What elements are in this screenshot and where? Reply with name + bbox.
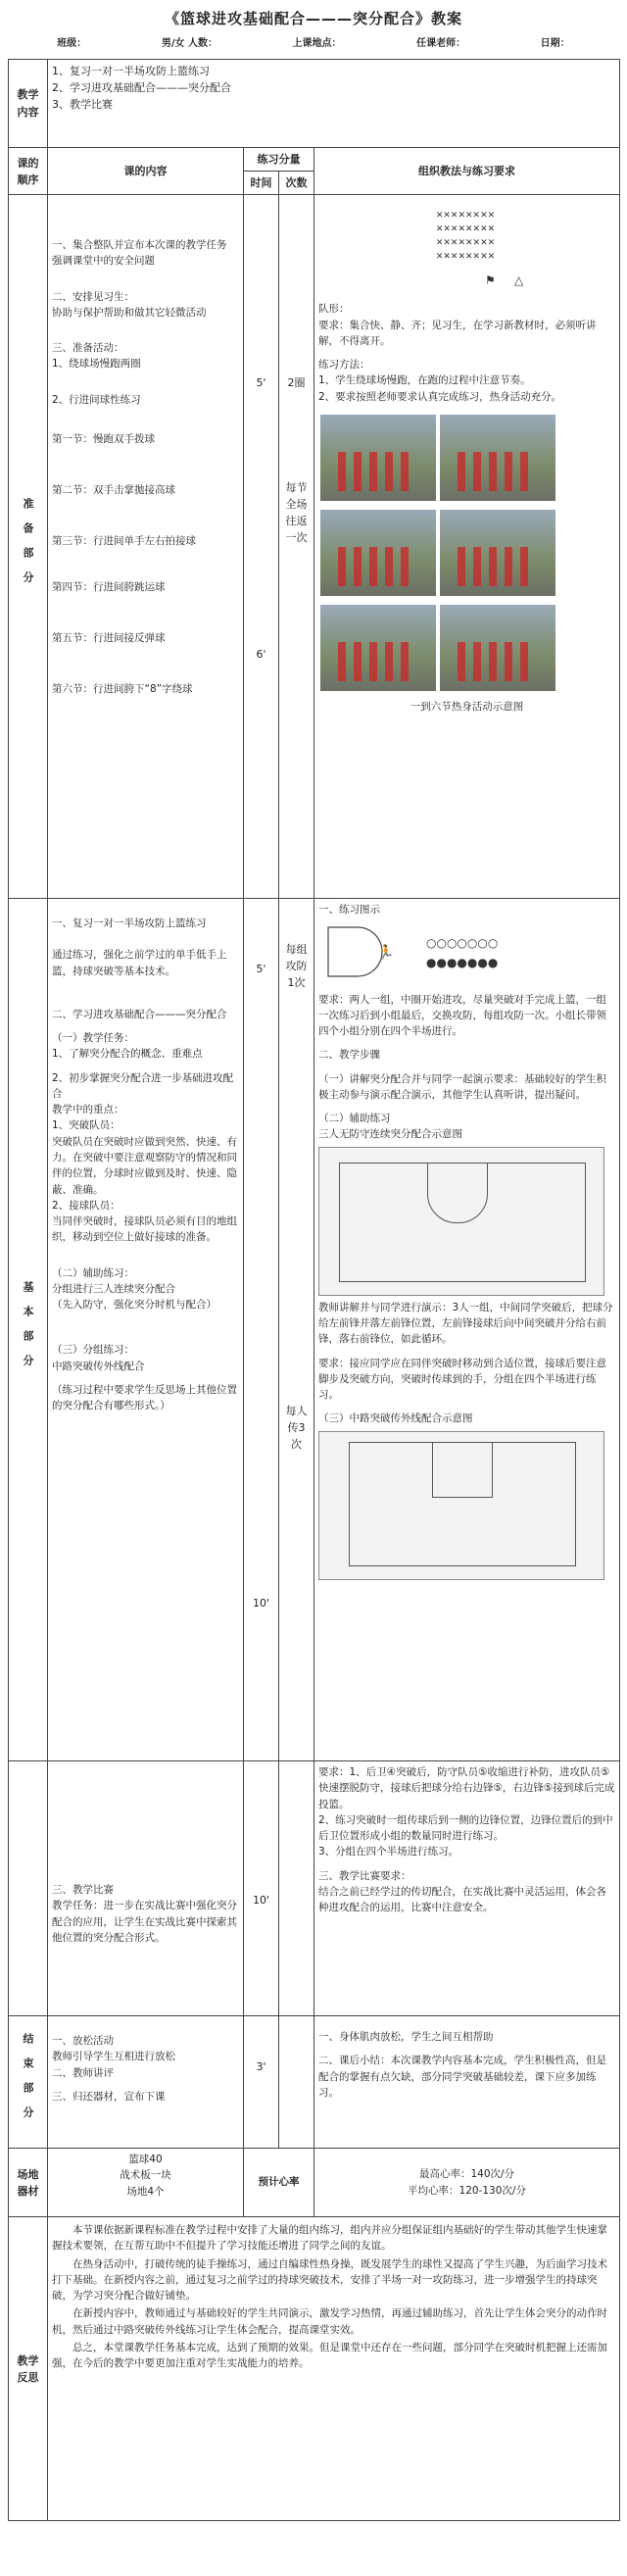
basic-item: 二、学习进攻基础配合———突分配合 — [52, 1008, 227, 1020]
basic-item: （三）分组练习： — [52, 1344, 134, 1357]
end-item: 二、教师讲评 — [52, 2066, 114, 2079]
header-content: 课的内容 — [48, 148, 244, 195]
reflection-text — [48, 2217, 620, 2521]
end-org — [314, 2016, 620, 2149]
end-time-value: 3' — [256, 2060, 266, 2074]
prep-item: 第一节：慢跑双手拨球 — [52, 432, 155, 445]
meta-location: 上课地点： — [292, 38, 342, 49]
warmup-photo — [320, 510, 436, 596]
end-label-cell — [9, 2016, 48, 2149]
three-player-drill-diagram — [318, 1147, 604, 1296]
header-org: 组织教法与练习要求 — [314, 148, 620, 195]
basic-item: 突破队员在突破时应做到突然、快速、有力。在突破中要注意观察防守的情况和同伴的位置，分球时应做到及时、快速、隐蔽、准确。 — [52, 1135, 237, 1196]
end-item: 三、归还器材，宣布下课 — [52, 2090, 166, 2103]
prep-item: 第四节：行进间胯跳运球 — [52, 580, 166, 593]
prep-item: 第二节：双手击掌拋接高球 — [52, 484, 175, 497]
basic-row — [9, 899, 620, 1761]
end-label: 结束部分 — [22, 2033, 35, 2132]
teacher-icon: ⚑ — [485, 273, 496, 288]
header-dose: 练习分量 — [244, 148, 314, 172]
basic-item: 中路突破传外线配合 — [52, 1360, 145, 1372]
match-time-value: 10' — [252, 1894, 270, 1907]
match-org-line: 要求：1、后卫④突破后，防守队员⑤收缩进行补防，进攻队员⑤快速摆脱防守，接球后把球分给右边锋⑤，右边锋⑤接到球后完成投篮。 — [318, 1766, 615, 1810]
player-row-icon: ○○○○○○○ — [426, 936, 499, 951]
warmup-photo — [440, 605, 555, 691]
header-row-1 — [9, 148, 620, 172]
header-order: 课的顺序 — [9, 148, 48, 195]
prep-count-2: 每节全场往返一次 — [285, 481, 308, 545]
avg-heart-rate: 平均心率：120-130次/分 — [408, 2184, 526, 2197]
max-heart-rate: 最高心率：140次/分 — [418, 2168, 515, 2181]
basic-item: 当同伴突破时，接球队员必须有目的地组织，移动到空位上做好接球的准备。 — [52, 1215, 237, 1244]
warmup-photo — [440, 415, 555, 501]
prep-time-2: 6' — [256, 648, 266, 662]
basic-item: 1、突破队员： — [52, 1119, 121, 1132]
end-org-line: 一、身体肌肉放松，学生之间互相帮助 — [318, 2031, 494, 2044]
formation-row-icon: ✕✕✕✕✕✕✕✕ — [435, 238, 496, 249]
basic-count-2: 每人传3次 — [285, 1405, 308, 1452]
content-items — [48, 60, 620, 148]
org-requirement: 要求：集合快、静、齐；见习生，在学习新教材时，必须听讲解，不得离开。 — [318, 319, 597, 347]
prep-label: 准备部分 — [22, 497, 35, 596]
org-method-2: 2、要求按照老师要求认真完成练习，热身活动充分。 — [318, 390, 562, 403]
formation-row-icon: ✕✕✕✕✕✕✕✕ — [435, 224, 496, 235]
warmup-photo — [320, 415, 436, 501]
prep-item: 一、集合整队并宣布本次课的教学任务 — [52, 239, 227, 252]
formation-diagram — [318, 198, 612, 296]
prep-count — [279, 195, 314, 899]
basic-item: （一）教学任务： — [52, 1032, 134, 1045]
prep-item: 强调课堂中的安全问题 — [52, 255, 155, 268]
reflection-row — [9, 2217, 620, 2521]
warmup-photo — [320, 605, 436, 691]
basic-content — [48, 899, 244, 1761]
basic-time-1: 5' — [256, 963, 266, 976]
basic-time-2: 10' — [252, 1597, 270, 1610]
warmup-photo-grid — [318, 413, 615, 699]
basic-label: 基本部分 — [22, 1280, 35, 1379]
content-item: 1、复习一对一半场攻防上篮练习 — [52, 65, 210, 77]
basic-count — [279, 899, 314, 1761]
basic-item: 通过练习，强化之前学过的单手低手上篮，持球突破等基本技术。 — [52, 949, 227, 977]
court-key — [432, 1442, 493, 1498]
venue-label: 场地器材 — [9, 2149, 48, 2217]
heart-rate-label: 预计心率 — [244, 2149, 314, 2217]
basic-item: 2、初步掌握突分配合进一步基础进攻配合 — [52, 1071, 234, 1100]
meta-grade: 班级： — [57, 38, 87, 49]
header-count: 次数 — [279, 172, 314, 195]
basic-item: （先入防守，强化突分时机与配合） — [52, 1299, 217, 1312]
prep-time-1: 5' — [256, 376, 266, 390]
reflection-paragraph: 本节课依据新课程标准在教学过程中安排了大量的组内练习，组内并应分组保证组内基础好的学生带动其他学生快速掌握技术要领，在互帮互助中不但提升了学习技能还增进了同学之间的友谊。 — [52, 2224, 607, 2253]
match-time — [244, 1761, 279, 2016]
basic-item: （二）辅助练习： — [52, 1266, 134, 1279]
prep-count-1: 2圈 — [287, 376, 306, 390]
venue-item: 场地4个 — [126, 2185, 165, 2198]
end-time — [244, 2016, 279, 2149]
reflection-paragraph: 总之，本堂课教学任务基本完成，达到了预期的效果。但是课堂中还存在一些问题，部分同学在突破时机把握上还需加强，在今后的教学中要更加注重对学生实战能力的培养。 — [52, 2341, 607, 2370]
end-count — [279, 2016, 314, 2149]
content-item: 3、教学比赛 — [52, 98, 113, 112]
match-content — [48, 1761, 244, 2016]
prep-item: 三、准备活动： — [52, 342, 124, 355]
page-title: 《篮球进攻基础配合———突分配合》教案 — [164, 10, 462, 27]
basic-time — [244, 899, 279, 1761]
formation-row-icon: ✕✕✕✕✕✕✕✕ — [435, 252, 496, 263]
end-item: 教师引导学生互相进行放松 — [52, 2051, 175, 2063]
player-icon: 🏃 — [377, 945, 395, 962]
court-key — [427, 1163, 488, 1223]
org-method: 练习方法： — [318, 359, 370, 372]
prep-item: 1、绕球场慢跑两圈 — [52, 358, 141, 371]
match-org — [314, 1761, 620, 2016]
basic-item: 一、复习一对一半场攻防上篮练习 — [52, 917, 207, 930]
venue-row — [9, 2149, 620, 2217]
basic-org-line: 二、教学步骤 — [318, 1049, 380, 1062]
warmup-photo — [440, 510, 555, 596]
prep-row — [9, 195, 620, 899]
heart-rate-values — [314, 2149, 620, 2217]
prep-label-cell — [9, 195, 48, 899]
basic-org-line: 要求：两人一组，中圈开始进攻，尽量突破对手完成上篮，一组一次练习后到小组最后，交换攻防，每组攻防一次。小组长带领四个小组分别在四个半场进行。 — [318, 993, 606, 1038]
basic-org-line: （二）辅助练习 — [318, 1113, 391, 1125]
content-row — [9, 60, 620, 148]
basic-label-cell — [9, 899, 48, 1761]
lesson-table — [8, 59, 620, 2521]
reflection-paragraph: 在新授内容中，教师通过与基础较好的学生共同演示，激发学习热情，再通过辅助练习，首先让学生体会突分的动作时机，然后通过中路突破传外线练习让学生体会配合，提高课堂实效。 — [52, 2307, 607, 2336]
reflection-paragraph: 在热身活动中，打破传统的徒手操练习，通过自编球性热身操，既发展学生的球性又提高了学生兴趣，为后面学习技术打下基础。在新授内容之前，通过复习之前学过的持球突破技术，安排了半场一对一攻防练习，进一步增强学生的持球突破，为学习突分配合做好铺垫。 — [52, 2257, 607, 2303]
basic-org-line: （一）讲解突分配合并与同学一起演示要求：基础较好的学生积极主动参与演示配合演示，其他学生认真听讲，提出疑问。 — [318, 1072, 606, 1101]
venue-item: 篮球40 — [128, 2154, 163, 2166]
end-row — [9, 2016, 620, 2149]
prep-time — [244, 195, 279, 899]
reflection-label: 教学反思 — [9, 2217, 48, 2521]
prep-item: 2、行进间球性练习 — [52, 393, 141, 406]
venue-items — [48, 2149, 244, 2217]
triangle-icon: △ — [514, 273, 524, 288]
formation-row-icon: ✕✕✕✕✕✕✕✕ — [435, 211, 496, 222]
end-item: 一、放松活动 — [52, 2035, 114, 2048]
prep-item: 二、安排见习生： — [52, 290, 134, 303]
basic-org — [314, 899, 620, 1761]
match-item: 三、教学比赛 — [52, 1884, 114, 1897]
basic-item: 教学中的重点： — [52, 1104, 124, 1116]
basic-org-line: 一、练习图示 — [318, 904, 380, 916]
org-method-1: 1、学生绕球场慢跑，在跑的过程中注意节奏。 — [318, 374, 531, 387]
prep-item: 第六节：行进间胯下“8”字绕球 — [52, 683, 193, 696]
basic-org-line: （三）中路突破传外线配合示意图 — [318, 1412, 473, 1425]
drive-and-kick-diagram — [318, 1431, 604, 1580]
meta-gender: 男/女 人数： — [161, 38, 217, 49]
prep-item: 第五节：行进间接反弹球 — [52, 632, 166, 645]
basic-count-1: 每组攻防1次 — [285, 943, 308, 990]
prep-org — [314, 195, 620, 899]
org-formation: 队形： — [318, 303, 350, 316]
match-org-line: 结合之前已经学过的传切配合，在实战比赛中灵活运用，体会各种进攻配合的运用，比赛中注意安全。 — [318, 1885, 606, 1914]
match-label-cell — [9, 1761, 48, 2016]
match-org-line: 三、教学比赛要求： — [318, 1869, 411, 1882]
warmup-caption: 一到六节热身活动示意图 — [410, 700, 524, 713]
basic-org-line: 要求：接应同学应在同伴突破时移动到合适位置，接球后要注意脚步及突破方向，突破时传球到的手，分组在四个半场进行练习。 — [318, 1357, 606, 1402]
match-row — [9, 1761, 620, 2016]
end-content — [48, 2016, 244, 2149]
basic-org-line: 三人无防守连续突分配合示意图 — [318, 1128, 462, 1141]
player-row-icon: ●●●●●●● — [426, 956, 499, 970]
prep-item: 协助与保护帮助和做其它轻微活动 — [52, 306, 207, 319]
basic-item: （练习过程中要求学生反思场上其他位置的突分配合有哪些形式。） — [52, 1383, 237, 1412]
meta-teacher: 任课老师： — [416, 38, 466, 49]
match-org-line: 2、练习突破时一组传球后到一侧的边锋位置，边锋位置后的到中后卫位置形成小组的数量同时进行练习。 — [318, 1813, 613, 1843]
prep-content — [48, 195, 244, 899]
basic-item: 1、了解突分配合的概念、重难点 — [52, 1048, 203, 1061]
content-label: 教学内容 — [9, 60, 48, 148]
match-item: 教学任务：进一步在实战比赛中强化突分配合的应用，让学生在实战比赛中探索其他位置的突分配合形式。 — [52, 1900, 237, 1944]
match-org-line: 3、分组在四个半场进行练习。 — [318, 1846, 459, 1858]
meta-date: 日期： — [540, 38, 570, 49]
prep-item: 第三节：行进间单手左右拍接球 — [52, 535, 196, 548]
end-org-line: 二、课后小结：本次课教学内容基本完成，学生积极性高，但是配合的掌握有点欠缺，部分同学突破基础较差，课下应多加练习。 — [318, 2055, 606, 2099]
content-item: 2、学习进攻基础配合———突分配合 — [52, 81, 231, 95]
basic-item: 分组进行三人连续突分配合 — [52, 1282, 175, 1295]
one-on-one-diagram — [318, 917, 612, 986]
meta-row — [0, 28, 627, 55]
match-count — [279, 1761, 314, 2016]
basic-org-line: 教师讲解并与同学进行演示：3人一组，中间同学突破后，把球分给左前锋并落左前锋位置，左前锋接球后向中间突破并分给右前锋，落右前锋位，如此循环。 — [318, 1301, 613, 1346]
venue-item: 战术板一块 — [120, 2169, 171, 2182]
header-time: 时间 — [244, 172, 279, 195]
basic-item: 2、接球队员： — [52, 1199, 121, 1212]
